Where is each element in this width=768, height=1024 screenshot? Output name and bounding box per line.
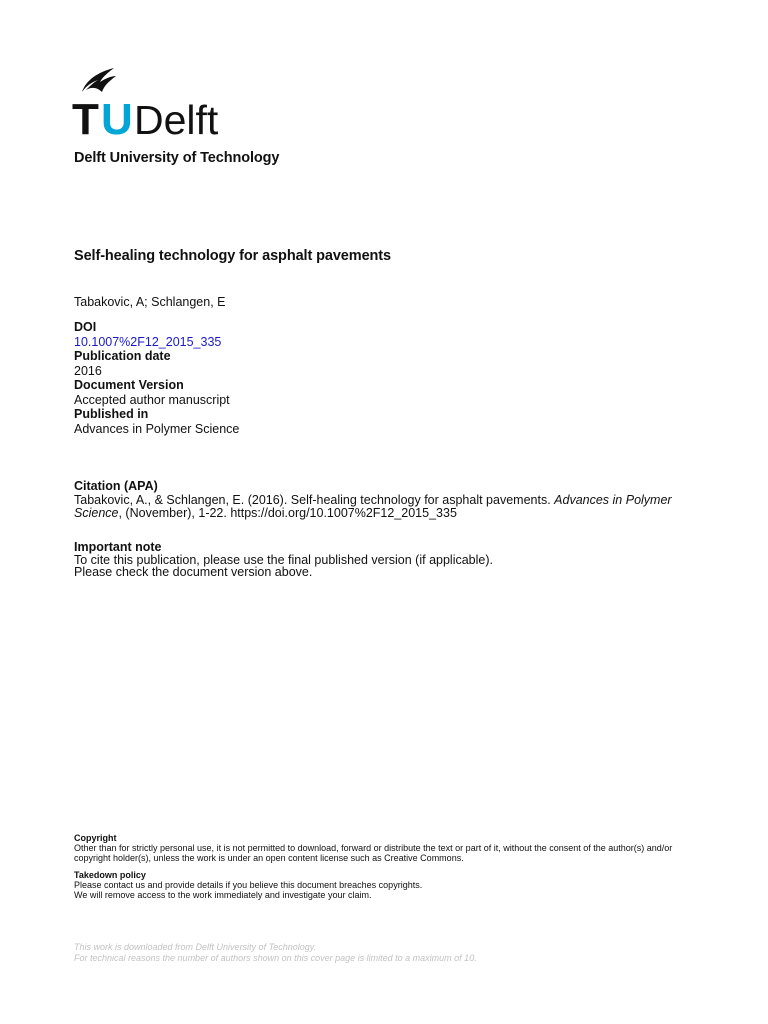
paper-title: Self-healing technology for asphalt pavements — [74, 248, 391, 264]
publication-date-value: 2016 — [74, 363, 102, 378]
publication-date-label: Publication date — [74, 349, 171, 363]
doi-link[interactable]: 10.1007%2F12_2015_335 — [74, 334, 222, 349]
citation-text — [74, 494, 674, 521]
takedown-section — [74, 870, 694, 900]
document-version-label: Document Version — [74, 378, 184, 392]
important-note-line-1: To cite this publication, please use the final published version (if applicable). — [74, 552, 493, 567]
document-version-group — [74, 378, 239, 407]
citation-section — [74, 480, 674, 521]
copyright-label: Copyright — [74, 833, 117, 843]
takedown-label: Takedown policy — [74, 870, 146, 880]
doi-label: DOI — [74, 320, 97, 334]
takedown-line-1: Please contact us and provide details if you believe this document breaches copyrights. — [74, 880, 423, 890]
metadata-fields — [74, 320, 239, 436]
citation-text-after: , (November), 1-22. https://doi.org/10.1007%2F12_2015_335 — [118, 506, 457, 520]
logo-letter-u: U — [101, 95, 133, 140]
takedown-line-2: We will remove access to the work immediately and investigate your claim. — [74, 890, 372, 900]
published-in-value: Advances in Polymer Science — [74, 421, 240, 436]
citation-text-before: Tabakovic, A., & Schlangen, E. (2016). Self-healing technology for asphalt pavements. — [74, 492, 555, 507]
flame-icon — [82, 68, 116, 92]
university-name: Delft University of Technology — [74, 150, 280, 166]
citation-label: Citation (APA) — [74, 479, 158, 493]
published-in-label: Published in — [74, 407, 149, 421]
footer-line-2: For technical reasons the number of authors shown on this cover page is limited to a maximum of 10. — [74, 952, 477, 963]
footer-line-1: This work is downloaded from Delft University of Technology. — [74, 942, 317, 952]
document-version-value: Accepted author manuscript — [74, 392, 230, 407]
important-note-line-2: Please check the document version above. — [74, 565, 313, 579]
authors: Tabakovic, A; Schlangen, E — [74, 295, 226, 309]
publication-date-group — [74, 349, 239, 378]
logo-word-delft: Delft — [134, 97, 219, 140]
published-in-group — [74, 407, 239, 436]
important-note-section — [74, 541, 674, 579]
download-footer — [74, 942, 694, 963]
citation-journal: Advances in Polymer Science — [74, 492, 672, 520]
logo-letter-t: T — [72, 95, 99, 140]
doi-group — [74, 320, 239, 349]
copyright-text: Other than for strictly personal use, it is not permitted to download, forward or distribute the text or part of it, without the consent of the author(s) and/or copyright holder(s), unless the work is under an open content license such as Creative Commons. — [74, 843, 673, 863]
copyright-section — [74, 833, 694, 863]
important-note-label: Important note — [74, 540, 162, 554]
tu-delft-logo — [72, 66, 262, 140]
